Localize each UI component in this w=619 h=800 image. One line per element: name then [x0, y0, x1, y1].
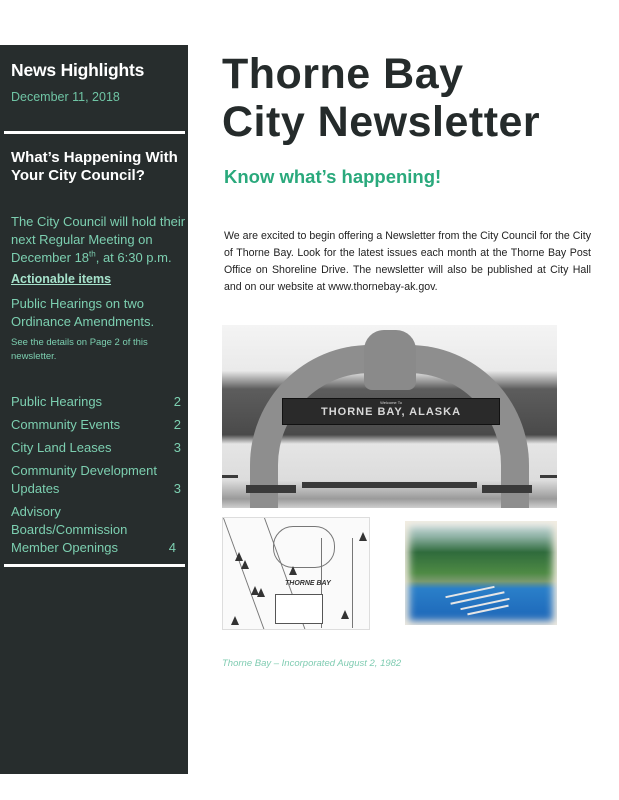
toc-label: City Land Leases: [11, 440, 112, 455]
meeting-time: , at 6:30 p.m.: [95, 250, 172, 265]
photo-caption: Thorne Bay – Incorporated August 2, 1982: [222, 658, 402, 669]
intro-paragraph: We are excited to begin offering a Newsletter from the City Council for the City of Thorne Bay. Look for the latest issues each month at the Thorne Bay Post Office on Shoreline Drive. The newsletter will also be published at City Hall and on our website at www.thornebay-ak.gov.: [224, 230, 591, 293]
toc-label: Advisory Boards/Commission Member Openings: [11, 504, 128, 555]
tree-icon: [257, 588, 265, 597]
bench: [302, 482, 477, 488]
toc-item-community-events[interactable]: [11, 416, 181, 434]
title-line-2: City Newsletter: [222, 98, 541, 146]
council-heading: What’s Happening With Your City Council?: [11, 149, 178, 184]
arch-hub: [364, 330, 416, 390]
meeting-text-main: The City Council will hold their next Regular Meeting on December 18: [11, 214, 186, 265]
tree-icon: [231, 616, 239, 625]
toc-label: Community Events: [11, 417, 121, 432]
tree-icon: [359, 532, 367, 541]
meeting-date-suffix: th: [89, 249, 96, 259]
sign-town-name: THORNE BAY, ALASKA: [320, 406, 462, 418]
sidebar: [0, 45, 188, 774]
toc-item-city-land-leases[interactable]: [11, 439, 181, 457]
toc-page-number: 2: [173, 394, 181, 409]
picnic-table: [222, 475, 238, 478]
tagline: Know what’s happening!: [224, 166, 442, 187]
toc-item-public-hearings[interactable]: [11, 393, 181, 411]
town-map-image: [222, 517, 370, 630]
picnic-table: [540, 475, 557, 478]
newsletter-title: [222, 50, 540, 146]
toc-page-number: 2: [173, 417, 181, 432]
divider: [4, 564, 185, 567]
divider: [4, 131, 185, 134]
toc-item-advisory-boards[interactable]: [11, 503, 181, 557]
bench: [482, 485, 532, 493]
sign-welcome-text: Welcome To: [380, 400, 402, 405]
welcome-sign: [282, 398, 500, 425]
toc-page-number: 3: [173, 440, 181, 455]
toc-page-number: 4: [168, 540, 176, 555]
tree-icon: [289, 566, 297, 575]
actionable-items-note: See the details on Page 2 of this newsletter.: [11, 337, 148, 362]
toc-label: Community Development Updates: [11, 463, 157, 496]
sidebar-title: News Highlights: [11, 60, 145, 80]
actionable-items-text: Public Hearings on two Ordinance Amendments.: [11, 296, 155, 329]
toc-label: Public Hearings: [11, 394, 103, 409]
welcome-arch-photo: [222, 325, 557, 508]
actionable-items-label: Actionable items: [11, 272, 112, 286]
map-legend: [275, 594, 323, 624]
bench: [246, 485, 296, 493]
issue-date: December 11, 2018: [11, 90, 120, 104]
toc-item-community-development[interactable]: [11, 462, 181, 498]
tree-icon: [241, 560, 249, 569]
toc-page-number: 3: [173, 481, 181, 496]
tree-icon: [341, 610, 349, 619]
map-town-label: THORNE BAY: [285, 580, 331, 587]
title-line-1: Thorne Bay: [222, 50, 464, 98]
meeting-text: [11, 213, 187, 267]
aerial-harbor-photo: [405, 521, 557, 625]
table-of-contents: [11, 393, 181, 562]
